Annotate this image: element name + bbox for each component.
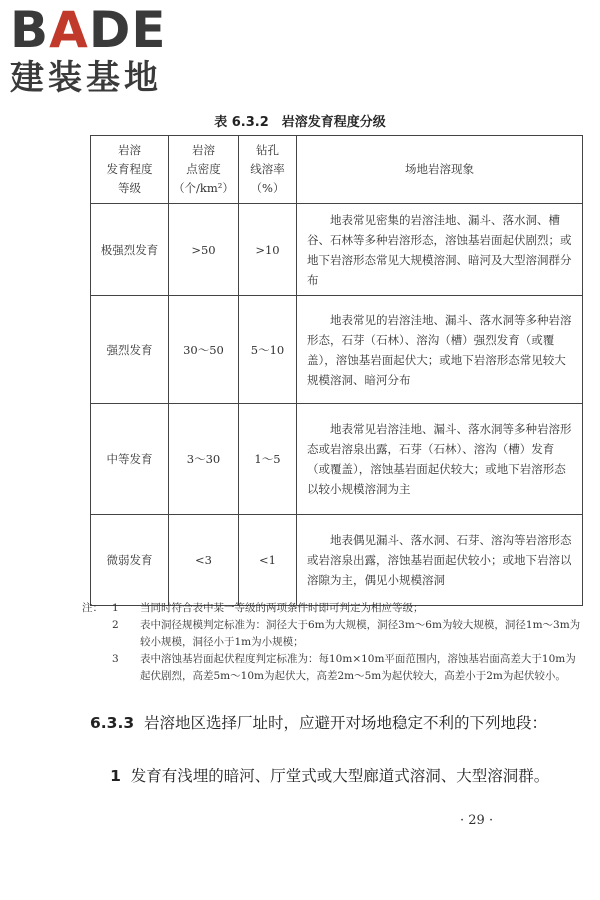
clause-item-1: [90, 763, 582, 789]
cell-density: 3～30: [169, 404, 239, 515]
cell-density: >50: [169, 204, 239, 296]
cell-phenomenon: 地表常见的岩溶洼地、漏斗、落水洞等多种岩溶形态，石芽（石林）、溶沟（槽）强烈发育（或覆盖），溶蚀基岩面起伏大；或地下岩溶形态常见较大规模溶洞、暗河分布: [297, 296, 583, 404]
cell-density: 30～50: [169, 296, 239, 404]
note-text: 表中溶蚀基岩面起伏程度判定标准为：每10m×10m平面范围内，溶蚀基岩面高差大于10m为起伏剧烈，高差5m～10m为起伏大，高差2m～5m为起伏较大，高差小于2m为起伏较小。: [140, 653, 576, 682]
table-caption: 表 6.3.2 岩溶发育程度分级: [214, 115, 386, 130]
table-row: [91, 204, 583, 296]
header-density: 岩溶 点密度 （个/km²）: [169, 136, 239, 204]
brand-logo: [10, 1, 180, 98]
cell-phenomenon: 地表常见岩溶洼地、漏斗、落水洞等多种岩溶形态或岩溶泉出露，石芽（石林）、溶沟（槽）发育（或覆盖），溶蚀基岩面起伏较大；或地下岩溶形态以较小规模溶洞为主: [297, 404, 583, 515]
header-rate: 钻孔 线溶率 （%）: [239, 136, 297, 204]
karst-grade-table: [90, 135, 583, 606]
page-number: · 29 ·: [460, 813, 494, 828]
note-item: [112, 617, 582, 651]
clause-number: 6.3.3: [90, 714, 135, 732]
note-item: [82, 600, 582, 617]
cell-rate: 5～10: [239, 296, 297, 404]
clause-6-3-3: [90, 710, 582, 736]
table-row: [91, 296, 583, 404]
table-row: [91, 404, 583, 515]
cell-grade: 极强烈发育: [91, 204, 169, 296]
cell-rate: >10: [239, 204, 297, 296]
notes-label: 注：: [82, 602, 103, 614]
table-row: [91, 515, 583, 606]
table-header-row: [91, 136, 583, 204]
cell-density: <3: [169, 515, 239, 606]
cell-grade: 强烈发育: [91, 296, 169, 404]
cell-phenomenon: 地表偶见漏斗、落水洞、石芽、溶沟等岩溶形态或岩溶泉出露，溶蚀基岩面起伏较小；或地下岩溶以溶隙为主，偶见小规模溶洞: [297, 515, 583, 606]
note-number: 2: [112, 619, 119, 631]
header-phenomenon: 场地岩溶现象: [297, 136, 583, 204]
clause-text: 岩溶地区选择厂址时，应避开对场地稳定不利的下列地段：: [144, 714, 548, 732]
table-notes: [82, 600, 582, 685]
note-number: 3: [112, 653, 119, 665]
logo-subtitle: 建装基地: [10, 58, 162, 98]
cell-rate: 1～5: [239, 404, 297, 515]
note-text: 表中洞径规模判定标准为：洞径大于6m为大规模，洞径3m～6m为较大规模，洞径1m～3m为较小规模，洞径小于1m为小规模；: [140, 619, 581, 648]
note-item: [112, 651, 582, 685]
logo-wordmark: BADE: [10, 1, 167, 59]
header-grade: 岩溶 发育程度 等级: [91, 136, 169, 204]
cell-rate: <1: [239, 515, 297, 606]
item-text: 发育有浅埋的暗河、厅堂式或大型廊道式溶洞、大型溶洞群。: [130, 767, 550, 785]
item-number: 1: [110, 767, 121, 785]
note-text: 当同时符合表中某一等级的两项条件时即可判定为相应等级；: [140, 602, 424, 614]
cell-grade: 中等发育: [91, 404, 169, 515]
cell-grade: 微弱发育: [91, 515, 169, 606]
cell-phenomenon: 地表常见密集的岩溶洼地、漏斗、落水洞、槽谷、石林等多种岩溶形态，溶蚀基岩面起伏剧烈；或地下岩溶形态常见大规模溶洞、暗河及大型溶洞群分布: [297, 204, 583, 296]
note-number: 1: [112, 602, 119, 614]
